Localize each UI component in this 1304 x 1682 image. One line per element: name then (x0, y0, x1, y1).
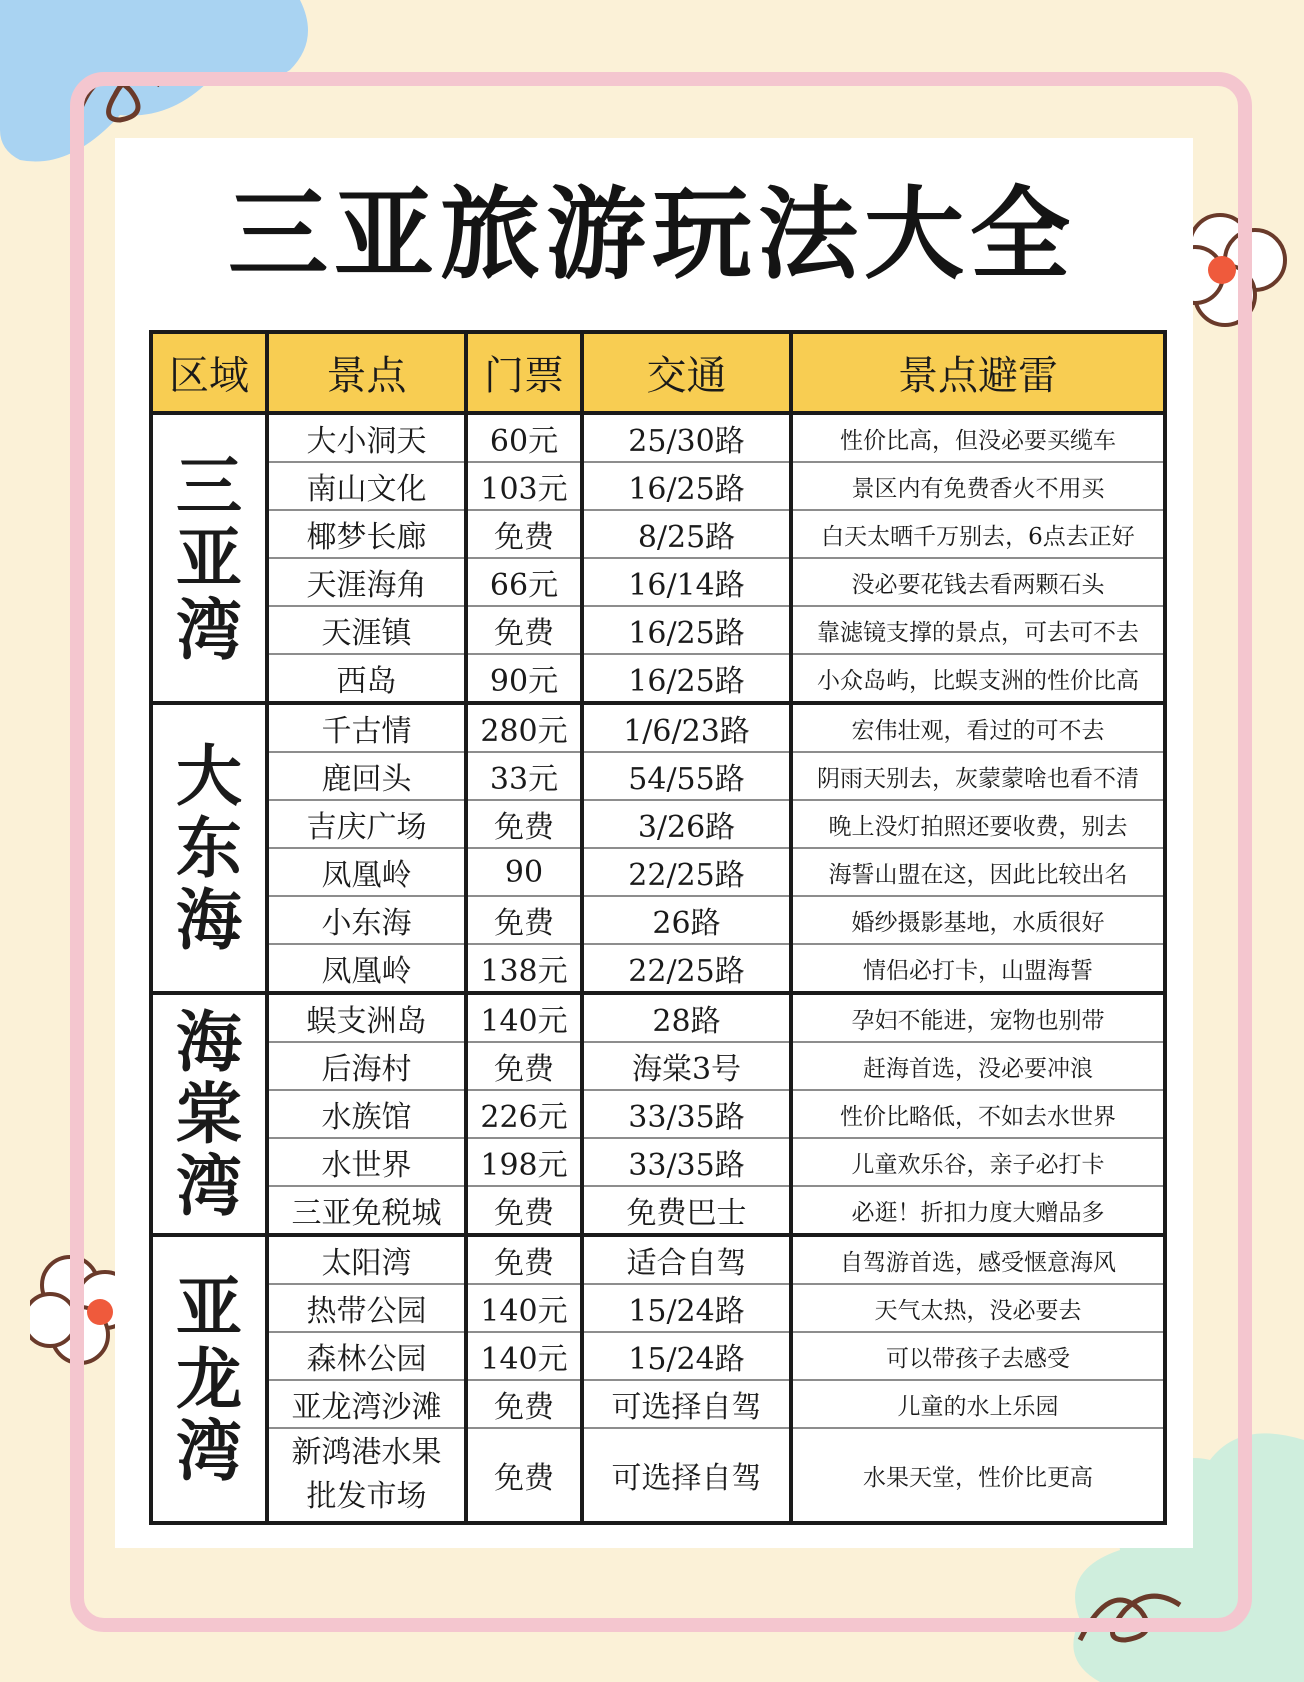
region-cell (151, 703, 267, 993)
ticket-cell: 140元 (466, 993, 582, 1042)
tip-cell: 必逛！折扣力度大赠品多 (791, 1186, 1165, 1235)
table-row (151, 944, 1165, 993)
spot-cell: 亚龙湾沙滩 (267, 1380, 466, 1428)
table-header-row (151, 332, 1165, 413)
spot-cell: 小东海 (267, 896, 466, 944)
table-row (151, 1235, 1165, 1284)
ticket-cell: 免费 (466, 800, 582, 848)
region-name: 大东海 (176, 737, 242, 959)
tip-cell: 水果天堂，性价比更高 (791, 1428, 1165, 1523)
tip-cell: 海誓山盟在这，因此比较出名 (791, 848, 1165, 896)
ticket-cell: 免费 (466, 1380, 582, 1428)
ticket-cell: 33元 (466, 752, 582, 800)
spot-cell: 后海村 (267, 1042, 466, 1090)
transit-cell: 28路 (582, 993, 791, 1042)
tip-cell: 没必要花钱去看两颗石头 (791, 558, 1165, 606)
spot-cell: 鹿回头 (267, 752, 466, 800)
tip-cell: 性价比高，但没必要买缆车 (791, 413, 1165, 462)
header-ticket: 门票 (466, 332, 582, 413)
table-row (151, 606, 1165, 654)
tip-cell: 白天太晒千万别去，6点去正好 (791, 510, 1165, 558)
transit-cell: 33/35路 (582, 1090, 791, 1138)
table-row (151, 1186, 1165, 1235)
ticket-cell: 60元 (466, 413, 582, 462)
transit-cell: 26路 (582, 896, 791, 944)
ticket-cell: 免费 (466, 1428, 582, 1523)
table-row (151, 1042, 1165, 1090)
transit-cell: 22/25路 (582, 848, 791, 896)
spot-cell (267, 1428, 466, 1523)
spot-cell: 森林公园 (267, 1332, 466, 1380)
table-row (151, 752, 1165, 800)
table-row (151, 993, 1165, 1042)
ticket-cell: 90 (466, 848, 582, 896)
region-name: 三亚湾 (176, 447, 242, 669)
header-transit: 交通 (582, 332, 791, 413)
transit-cell: 15/24路 (582, 1284, 791, 1332)
region-cell (151, 993, 267, 1235)
table-row (151, 1090, 1165, 1138)
tip-cell: 天气太热，没必要去 (791, 1284, 1165, 1332)
tip-cell: 儿童欢乐谷，亲子必打卡 (791, 1138, 1165, 1186)
tip-cell: 情侣必打卡，山盟海誓 (791, 944, 1165, 993)
tip-cell: 性价比略低，不如去水世界 (791, 1090, 1165, 1138)
attractions-table (149, 330, 1167, 1525)
table-body (151, 413, 1165, 1523)
ticket-cell: 66元 (466, 558, 582, 606)
spot-cell: 热带公园 (267, 1284, 466, 1332)
table-row (151, 510, 1165, 558)
spot-cell: 凤凰岭 (267, 944, 466, 993)
spot-cell: 水世界 (267, 1138, 466, 1186)
ticket-cell: 免费 (466, 1042, 582, 1090)
ticket-cell: 免费 (466, 896, 582, 944)
spot-cell: 西岛 (267, 654, 466, 703)
spot-cell: 南山文化 (267, 462, 466, 510)
ticket-cell: 280元 (466, 703, 582, 752)
tip-cell: 赶海首选，没必要冲浪 (791, 1042, 1165, 1090)
spot-cell: 太阳湾 (267, 1235, 466, 1284)
ticket-cell: 免费 (466, 510, 582, 558)
ticket-cell: 138元 (466, 944, 582, 993)
tip-cell: 可以带孩子去感受 (791, 1332, 1165, 1380)
spot-cell: 千古情 (267, 703, 466, 752)
spot-cell: 大小洞天 (267, 413, 466, 462)
tip-cell: 婚纱摄影基地，水质很好 (791, 896, 1165, 944)
transit-cell: 8/25路 (582, 510, 791, 558)
table-row (151, 1284, 1165, 1332)
tip-cell: 自驾游首选，感受惬意海风 (791, 1235, 1165, 1284)
ticket-cell: 226元 (466, 1090, 582, 1138)
region-name: 海棠湾 (176, 1003, 242, 1225)
tip-cell: 小众岛屿，比蜈支洲的性价比高 (791, 654, 1165, 703)
transit-cell: 54/55路 (582, 752, 791, 800)
ticket-cell: 免费 (466, 606, 582, 654)
ticket-cell: 90元 (466, 654, 582, 703)
table-row (151, 1380, 1165, 1428)
table-row (151, 1332, 1165, 1380)
transit-cell: 海棠3号 (582, 1042, 791, 1090)
spot-name-line: 新鸿港水果 (291, 1435, 442, 1470)
table-row (151, 558, 1165, 606)
transit-cell: 1/6/23路 (582, 703, 791, 752)
transit-cell: 25/30路 (582, 413, 791, 462)
table-row (151, 413, 1165, 462)
page-title: 三亚旅游玩法大全 (228, 176, 1076, 293)
tip-cell: 孕妇不能进，宠物也别带 (791, 993, 1165, 1042)
table-row (151, 462, 1165, 510)
tip-cell: 阴雨天别去，灰蒙蒙啥也看不清 (791, 752, 1165, 800)
transit-cell: 16/25路 (582, 606, 791, 654)
transit-cell: 22/25路 (582, 944, 791, 993)
transit-cell: 3/26路 (582, 800, 791, 848)
ticket-cell: 198元 (466, 1138, 582, 1186)
header-spot: 景点 (267, 332, 466, 413)
spot-cell: 蜈支洲岛 (267, 993, 466, 1042)
region-cell (151, 1235, 267, 1523)
header-tips: 景点避雷 (791, 332, 1165, 413)
table-row (151, 848, 1165, 896)
table-row (151, 654, 1165, 703)
transit-cell: 33/35路 (582, 1138, 791, 1186)
ticket-cell: 103元 (466, 462, 582, 510)
table-row (151, 1138, 1165, 1186)
region-cell (151, 413, 267, 703)
transit-cell: 适合自驾 (582, 1235, 791, 1284)
spot-cell: 吉庆广场 (267, 800, 466, 848)
ticket-cell: 140元 (466, 1332, 582, 1380)
spot-cell: 水族馆 (267, 1090, 466, 1138)
ticket-cell: 140元 (466, 1284, 582, 1332)
table-row (151, 703, 1165, 752)
transit-cell: 免费巴士 (582, 1186, 791, 1235)
transit-cell: 16/25路 (582, 654, 791, 703)
header-region: 区域 (151, 332, 267, 413)
transit-cell: 可选择自驾 (582, 1428, 791, 1523)
tip-cell: 宏伟壮观，看过的可不去 (791, 703, 1165, 752)
spot-cell: 三亚免税城 (267, 1186, 466, 1235)
ticket-cell: 免费 (466, 1235, 582, 1284)
transit-cell: 可选择自驾 (582, 1380, 791, 1428)
spot-cell: 椰梦长廊 (267, 510, 466, 558)
tip-cell: 晚上没灯拍照还要收费，别去 (791, 800, 1165, 848)
spot-cell: 天涯镇 (267, 606, 466, 654)
ticket-cell: 免费 (466, 1186, 582, 1235)
table-row (151, 896, 1165, 944)
region-name: 亚龙湾 (176, 1268, 242, 1490)
table-row (151, 800, 1165, 848)
transit-cell: 15/24路 (582, 1332, 791, 1380)
spot-name-line: 批发市场 (306, 1479, 427, 1514)
table-row (151, 1428, 1165, 1523)
spot-cell: 凤凰岭 (267, 848, 466, 896)
tip-cell: 儿童的水上乐园 (791, 1380, 1165, 1428)
transit-cell: 16/14路 (582, 558, 791, 606)
tip-cell: 景区内有免费香火不用买 (791, 462, 1165, 510)
tip-cell: 靠滤镜支撑的景点，可去可不去 (791, 606, 1165, 654)
spot-cell: 天涯海角 (267, 558, 466, 606)
transit-cell: 16/25路 (582, 462, 791, 510)
